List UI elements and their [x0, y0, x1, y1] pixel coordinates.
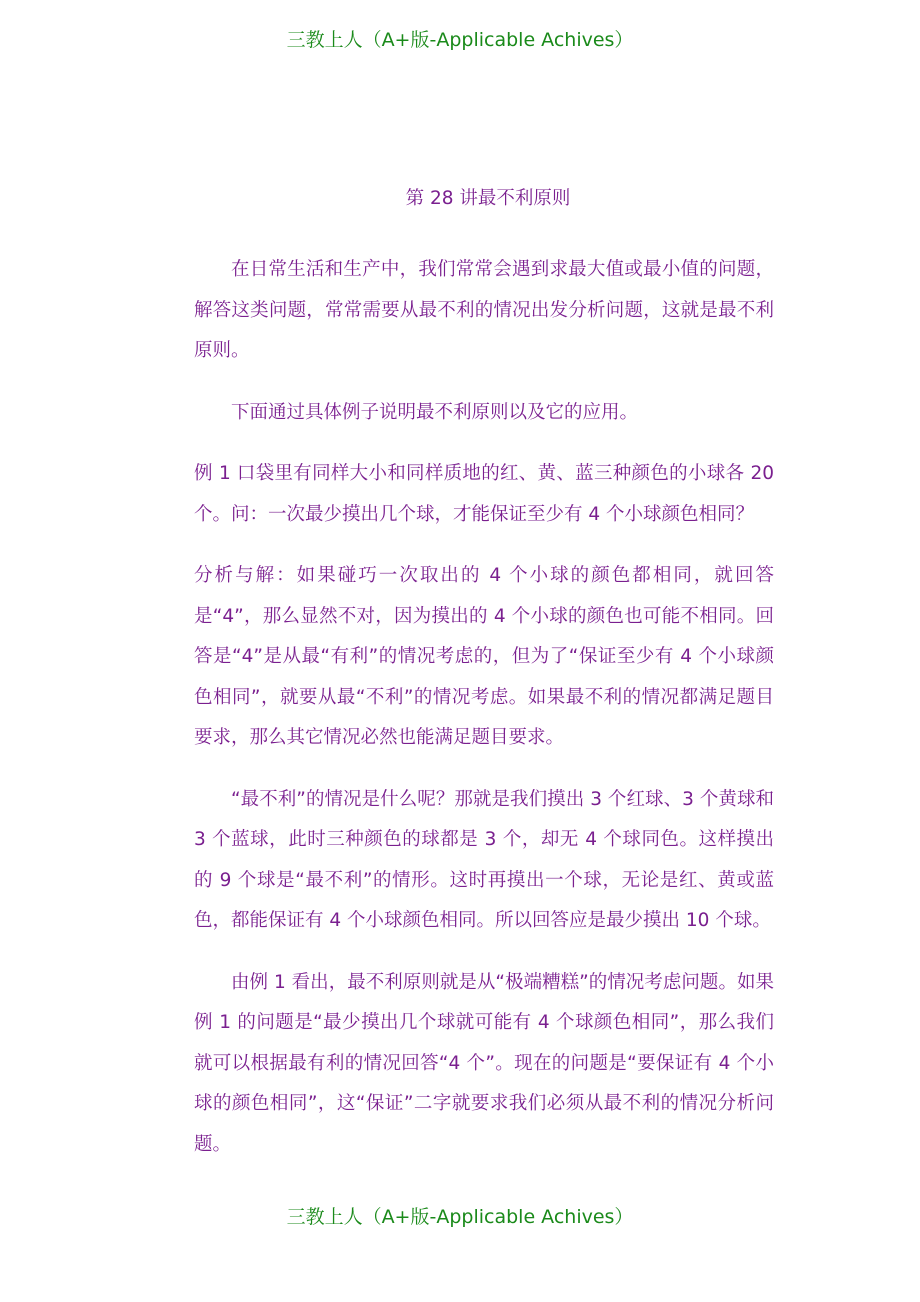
paragraph-transition: 下面通过具体例子说明最不利原则以及它的应用。 [231, 401, 639, 423]
paragraph-intro: 在日常生活和生产中，我们常常会遇到求最大值或最小值的问题，解答这类问题，常常需要从最不利的情况出发分析问题，这就是最不利原则。 [194, 259, 774, 361]
document-body [194, 184, 774, 1186]
document-title: 第 28 讲最不利原则 [405, 188, 571, 209]
page-footer: 三教上人（A+版-Applicable Achives） [286, 1206, 634, 1228]
paragraph-example-1: 例 1 口袋里有同样大小和同样质地的红、黄、蓝三种颜色的小球各 20 个。问：一次最少摸出几个球，才能保证至少有 4 个小球颜色相同？ [194, 463, 774, 525]
paragraph-conclusion: 由例 1 看出，最不利原则就是从“极端糟糕”的情况考虑问题。如果例 1 的问题是“最少摸出几个球就可能有 4 个球颜色相同”，那么我们就可以根据最有利的情况回答“4 个”。现在的问题是“要保证有 4 个小球的颜色相同”，这“保证”二字就要求我们必须从最不利的情况分析问题。 [194, 971, 774, 1155]
paragraph-worst-case: “最不利”的情况是什么呢？那就是我们摸出 3 个红球、3 个黄球和 3 个蓝球，此时三种颜色的球都是 3 个，却无 4 个球同色。这样摸出的 9 个球是“最不利”的情形。这时再摸出一个球，无论是红、黄或蓝色，都能保证有 4 个小球颜色相同。所以回答应是最少摸出 10 个球。 [194, 788, 774, 931]
page-header: 三教上人（A+版-Applicable Achives） [286, 29, 634, 51]
paragraph-analysis: 分析与解：如果碰巧一次取出的 4 个小球的颜色都相同，就回答是“4”，那么显然不对，因为摸出的 4 个小球的颜色也可能不相同。回答是“4”是从最“有利”的情况考虑的，但为了“保证至少有 4 个小球颜色相同”，就要从最“不利”的情况考虑。如果最不利的情况都满足题目要求，那么其它情况必然也能满足题目要求。 [194, 565, 774, 748]
